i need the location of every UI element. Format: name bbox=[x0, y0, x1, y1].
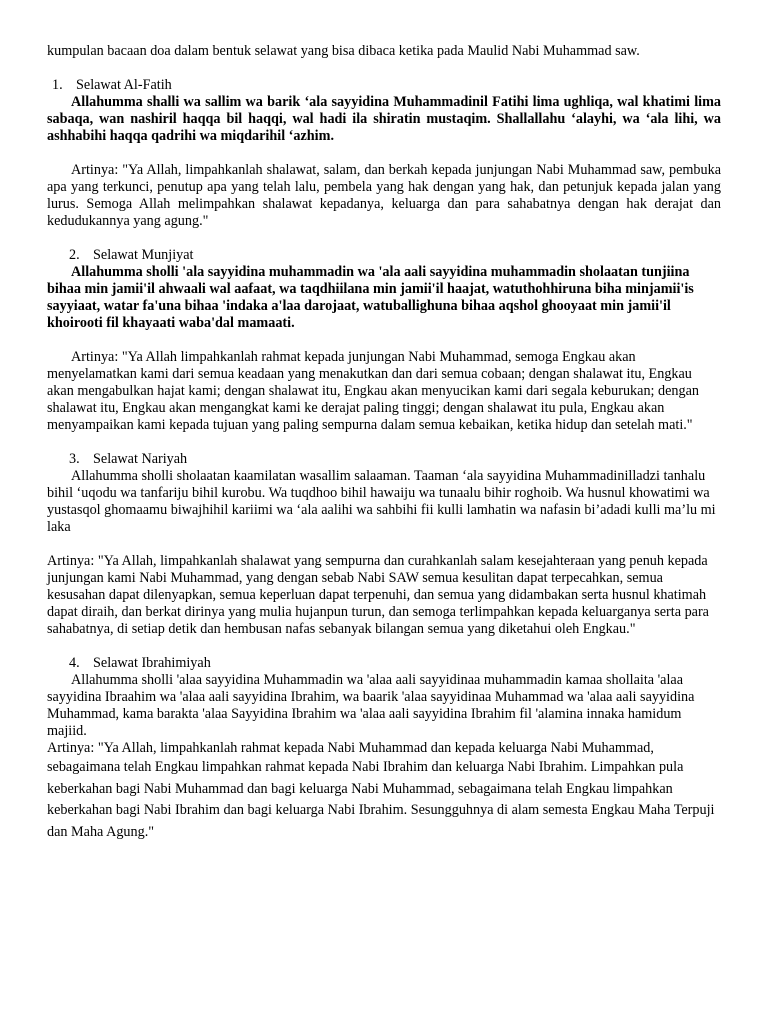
arabic-transliteration-munjiyat: Allahumma sholli 'ala sayyidina muhammadin wa 'ala aali sayyidina muhammadin sholaatan tunjiina bihaa min jamii'il ahwaali wal aafaat, wa taqdhiilana min jamii'il haajat, watuthohhiruna biha minjamii'is sayyiaat, watar fa'una bihaa 'indaka a'laa darojaat, watuballighuna bihaa aqshol ghooyaat min jamii'il khoirooti fil khayaati waba'dal mamaati. bbox=[47, 264, 694, 331]
section-heading-al-fatih bbox=[47, 77, 721, 94]
translation-ibrahimiyah: sebagaimana telah Engkau limpahkan rahmat kepada Nabi Ibrahim dan keluarga Nabi Ibrahim. Limpahkan pula keberkahan bagi Nabi Muhammad dan bagi keluarga Nabi Muhammad, sebagaimana telah Engkau limpahkan keberkahan bagi Nabi Ibrahim dan bagi keluarga Nabi Ibrahim. Sesungguhnya di alam semesta Engkau Maha Terpuji dan Maha Agung." bbox=[47, 759, 715, 840]
arabic-transliteration-nariyah: Allahumma sholli sholaatan kaamilatan wasallim salaaman. Taaman ‘ala sayyidina Muhammadinilladzi tanhalu bihil ‘uqodu wa tanfariju bihil kurobu. Wa tuqdhoo bihil hawaiju wa tunaalu bihir roghoib. Wa husnul khowatimi wa yustasqol ghomaamu biwajhihil kariimi wa ‘ala aalihi wa sahbihi fii kulli lamhatin wa nafasin bi’adadi kulli ma’lu mi laka bbox=[47, 468, 716, 535]
section-heading-ibrahimiyah bbox=[47, 655, 721, 672]
translation-nariyah: Artinya: "Ya Allah, limpahkanlah shalawat yang sempurna dan curahkanlah salam kesejahteraan yang penuh kepada junjungan kami Nabi Muhammad, yang dengan sebab Nabi SAW semua kesulitan dapat terpecahkan, semua kesusahan dapat dilenyapkan, semua keperluan dapat terpenuhi, dan semua yang didambakan serta husnul khatimah dapat diraih, dan berkat dirinya yang mulia hujanpun turun, dan semoga terlimpahkan kepada keluarganya serta para sahabatnya, di setiap detik dan hembusan nafas sebanyak bilangan semua yang diketahui oleh Engkau." bbox=[47, 553, 709, 637]
spacer bbox=[47, 536, 721, 553]
section-title: Selawat Al-Fatih bbox=[76, 77, 172, 93]
intro-text: kumpulan bacaan doa dalam bentuk selawat yang bisa dibaca ketika pada Maulid Nabi Muhammad saw. bbox=[47, 43, 640, 59]
section-number: 4. bbox=[69, 655, 80, 671]
section-title: Selawat Ibrahimiyah bbox=[93, 655, 211, 671]
spacer bbox=[47, 434, 721, 451]
section-number: 3. bbox=[69, 451, 80, 467]
section-heading-nariyah bbox=[47, 451, 721, 468]
spacer bbox=[47, 638, 721, 655]
spacer bbox=[47, 60, 721, 77]
section-number: 1. bbox=[52, 77, 63, 93]
spacer bbox=[47, 332, 721, 349]
translation-ibrahimiyah-first-line: Artinya: "Ya Allah, limpahkanlah rahmat kepada Nabi Muhammad dan kepada keluarga Nabi Muhammad, bbox=[47, 740, 654, 756]
spacer bbox=[47, 145, 721, 162]
spacer bbox=[47, 230, 721, 247]
document-page bbox=[47, 43, 721, 843]
section-heading-munjiyat bbox=[47, 247, 721, 264]
section-title: Selawat Nariyah bbox=[93, 451, 188, 467]
section-number: 2. bbox=[69, 247, 80, 263]
arabic-transliteration-ibrahimiyah: Allahumma sholli 'alaa sayyidina Muhammadin wa 'alaa aali sayyidinaa muhammadin kamaa shollaita 'alaa sayyidina Ibraahim wa 'alaa aali sayyidina Ibrahim, wa baarik 'alaa sayyidinaa Muhammad wa 'alaa aali sayyidina Muhammad, kama barakta 'alaa Sayyidina Ibrahim wa 'alaa aali sayyidina Ibrahim fil 'alamina innaka hamidum majiid. bbox=[47, 672, 695, 739]
arabic-transliteration-al-fatih: Allahumma shalli wa sallim wa barik ‘ala sayyidina Muhammadinil Fatihi lima ughliqa, wal khatimi lima sabaqa, wan nashiril haqqa bil haqqi, wal hadi ila shiratin mustaqim. Shallallahu ‘alayhi, wa ‘ala lihi, wa ashhabihi haqqa qadrihi wa miqdarihil ‘azhim. bbox=[47, 94, 721, 144]
section-title: Selawat Munjiyat bbox=[93, 247, 194, 263]
translation-munjiyat: Artinya: "Ya Allah limpahkanlah rahmat kepada junjungan Nabi Muhammad, semoga Engkau akan menyelamatkan kami dari semua keadaan yang menakutkan dan dari semua cobaan; dengan shalawat itu, Engkau akan mengabulkan hajat kami; dengan shalawat itu, Engkau akan menyucikan kami dari segala keburukan; dengan shalawat itu, Engkau akan mengangkat kami ke derajat paling tinggi; dengan shalawat itu pula, Engkau akan menyampaikan kami kepada tujuan yang paling sempurna dalam semua kebaikan, ketika hidup dan setelah mati." bbox=[47, 349, 700, 433]
translation-al-fatih: Artinya: "Ya Allah, limpahkanlah shalawat, salam, dan berkah kepada junjungan Nabi Muhammad saw, pembuka apa yang terkunci, penutup apa yang telah lalu, pembela yang hak dengan yang hak, dan petunjuk kepada jalan yang lurus. Semoga Allah melimpahkan shalawat kepadanya, keluarga dan para sahabatnya dengan hak derajat dan kedudukannya yang agung." bbox=[47, 162, 721, 229]
